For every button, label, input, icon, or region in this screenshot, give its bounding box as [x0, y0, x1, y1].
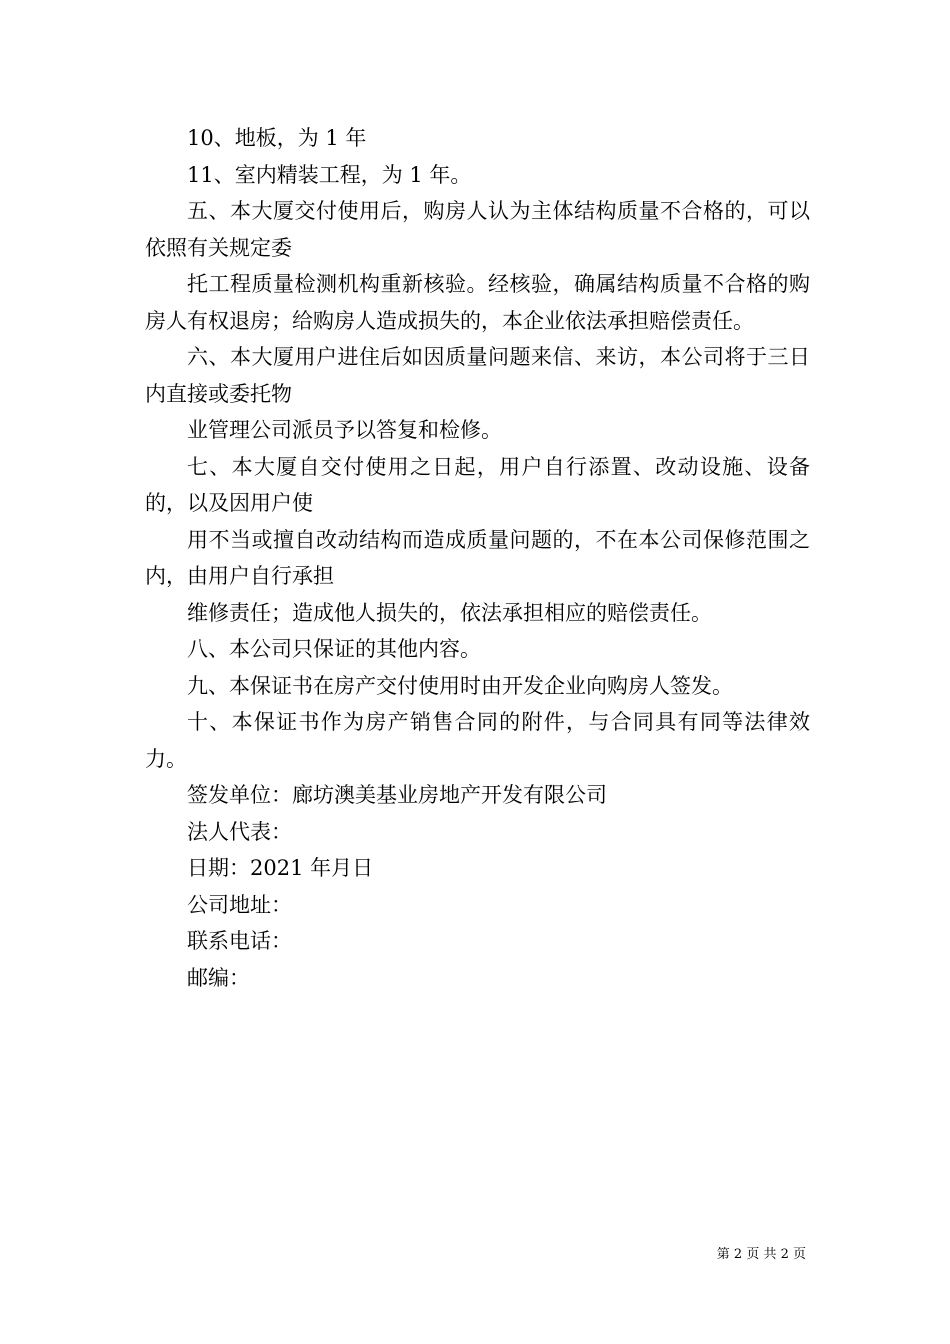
issuer-line: 签发单位：廊坊澳美基业房地产开发有限公司: [187, 783, 607, 807]
paragraph-clause-5-part-2: 托工程质量检测机构重新核验。经核验，确属结构质量不合格的购房人有权退房；给购房人造成损失的，本企业依法承担赔偿责任。: [145, 272, 810, 333]
paragraph-clause-5-part-1: 五、本大厦交付使用后，购房人认为主体结构质量不合格的，可以依照有关规定委: [145, 199, 810, 260]
postcode-line: 邮编：: [187, 965, 250, 990]
paragraph-clause-6-part-2: 业管理公司派员予以答复和检修。: [187, 418, 502, 442]
address-line: 公司地址：: [187, 892, 292, 917]
paragraph-clause-10: 十、本保证书作为房产销售合同的附件，与合同具有同等法律效力。: [145, 710, 810, 771]
legal-rep-line: 法人代表：: [187, 819, 292, 844]
paragraph-clause-9: 九、本保证书在房产交付使用时由开发企业向购房人签发。: [187, 673, 733, 698]
document-body: [145, 120, 810, 996]
paragraph-floor-warranty: 10、地板，为 1 年: [187, 126, 367, 150]
paragraph-clause-8: 八、本公司只保证的其他内容。: [187, 637, 481, 661]
signature-block: [145, 777, 810, 996]
paragraph-interior-warranty: 11、室内精装工程，为 1 年。: [187, 162, 472, 187]
paragraph-clause-7-part-3: 维修责任；造成他人损失的，依法承担相应的赔偿责任。: [187, 600, 712, 625]
paragraph-clause-7-part-1: 七、本大厦自交付使用之日起，用户自行添置、改动设施、设备的，以及因用户使: [145, 454, 810, 515]
phone-line: 联系电话：: [187, 929, 292, 953]
page-number-footer: 第 2 页 共 2 页: [716, 1247, 806, 1262]
paragraph-clause-7-part-2: 用不当或擅自改动结构而造成质量问题的，不在本公司保修范围之内，由用户自行承担: [145, 527, 810, 588]
date-line: 日期：2021 年月日: [187, 856, 374, 880]
paragraph-clause-6-part-1: 六、本大厦用户进住后如因质量问题来信、来访，本公司将于三日内直接或委托物: [145, 345, 810, 406]
